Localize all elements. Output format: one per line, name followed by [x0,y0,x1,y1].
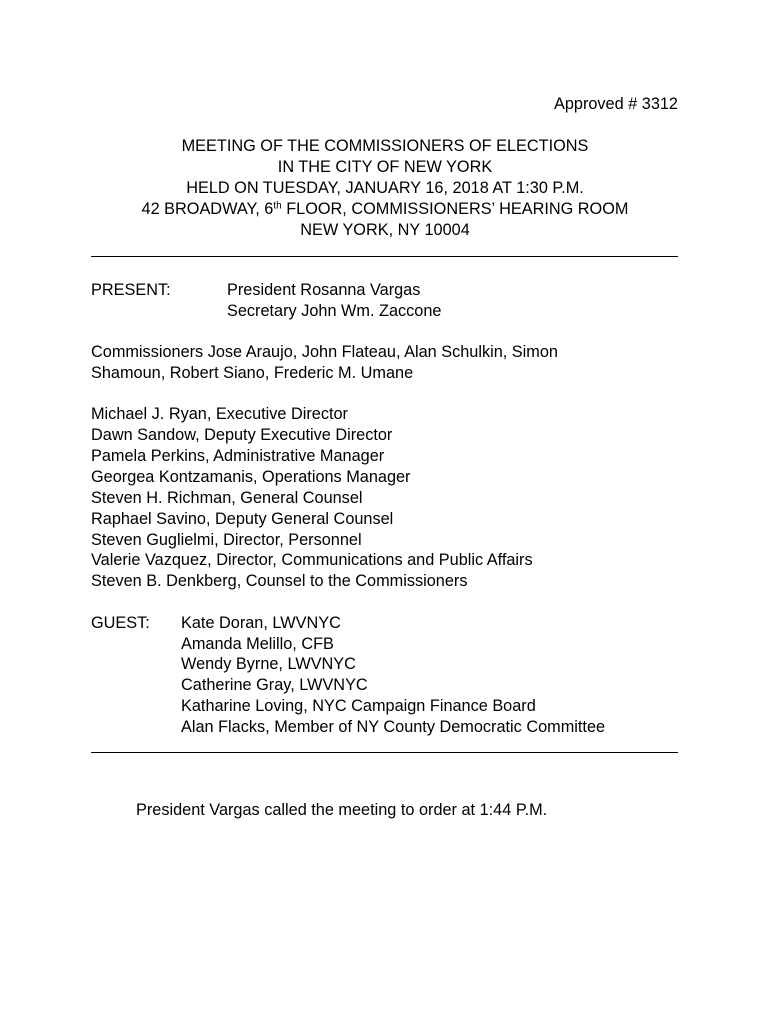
bottom-divider [91,752,678,753]
header-line-3: HELD ON TUESDAY, JANUARY 16, 2018 AT 1:30 P.M. [186,179,584,197]
approved-number: Approved # 3312 [553,95,678,113]
commissioners-line: Shamoun, Robert Siano, Frederic M. Umane [91,364,414,382]
commissioners-line: Commissioners Jose Araujo, John Flateau, Alan Schulkin, Simon [91,343,558,361]
header-line-4-superscript: th [273,200,282,212]
staff-item: Valerie Vazquez, Director, Communications and Public Affairs [91,551,533,569]
header-line-4-end: FLOOR, COMMISSIONERS’ HEARING ROOM [281,200,629,218]
staff-item: Steven H. Richman, General Counsel [91,489,363,507]
present-label: PRESENT: [91,281,171,299]
guest-name: Katharine Loving, NYC Campaign Finance Board [181,697,536,715]
guest-name: Kate Doran, LWVNYC [181,614,341,632]
staff-item: Steven Guglielmi, Director, Personnel [91,531,362,549]
staff-item: Michael J. Ryan, Executive Director [91,405,348,423]
guest-name: Alan Flacks, Member of NY County Democratic Committee [181,718,606,736]
staff-item: Dawn Sandow, Deputy Executive Director [91,426,393,444]
guest-label: GUEST: [91,614,150,632]
present-name: Secretary John Wm. Zaccone [227,302,442,320]
guest-name: Wendy Byrne, LWVNYC [181,655,356,673]
header-line-4 [0,199,770,219]
call-to-order: President Vargas called the meeting to order at 1:44 P.M. [136,801,548,819]
header-line-2: IN THE CITY OF NEW YORK [277,158,493,176]
header-line-4-start: 42 BROADWAY, 6 [141,200,274,218]
present-name: President Rosanna Vargas [227,281,421,299]
staff-item: Pamela Perkins, Administrative Manager [91,447,385,465]
guest-name: Amanda Melillo, CFB [181,635,334,653]
header-line-5: NEW YORK, NY 10004 [300,221,470,239]
staff-item: Raphael Savino, Deputy General Counsel [91,510,394,528]
staff-item: Steven B. Denkberg, Counsel to the Commissioners [91,572,468,590]
guest-name: Catherine Gray, LWVNYC [181,676,368,694]
header-line-1: MEETING OF THE COMMISSIONERS OF ELECTIONS [181,137,589,155]
top-divider [91,256,678,257]
staff-item: Georgea Kontzamanis, Operations Manager [91,468,411,486]
